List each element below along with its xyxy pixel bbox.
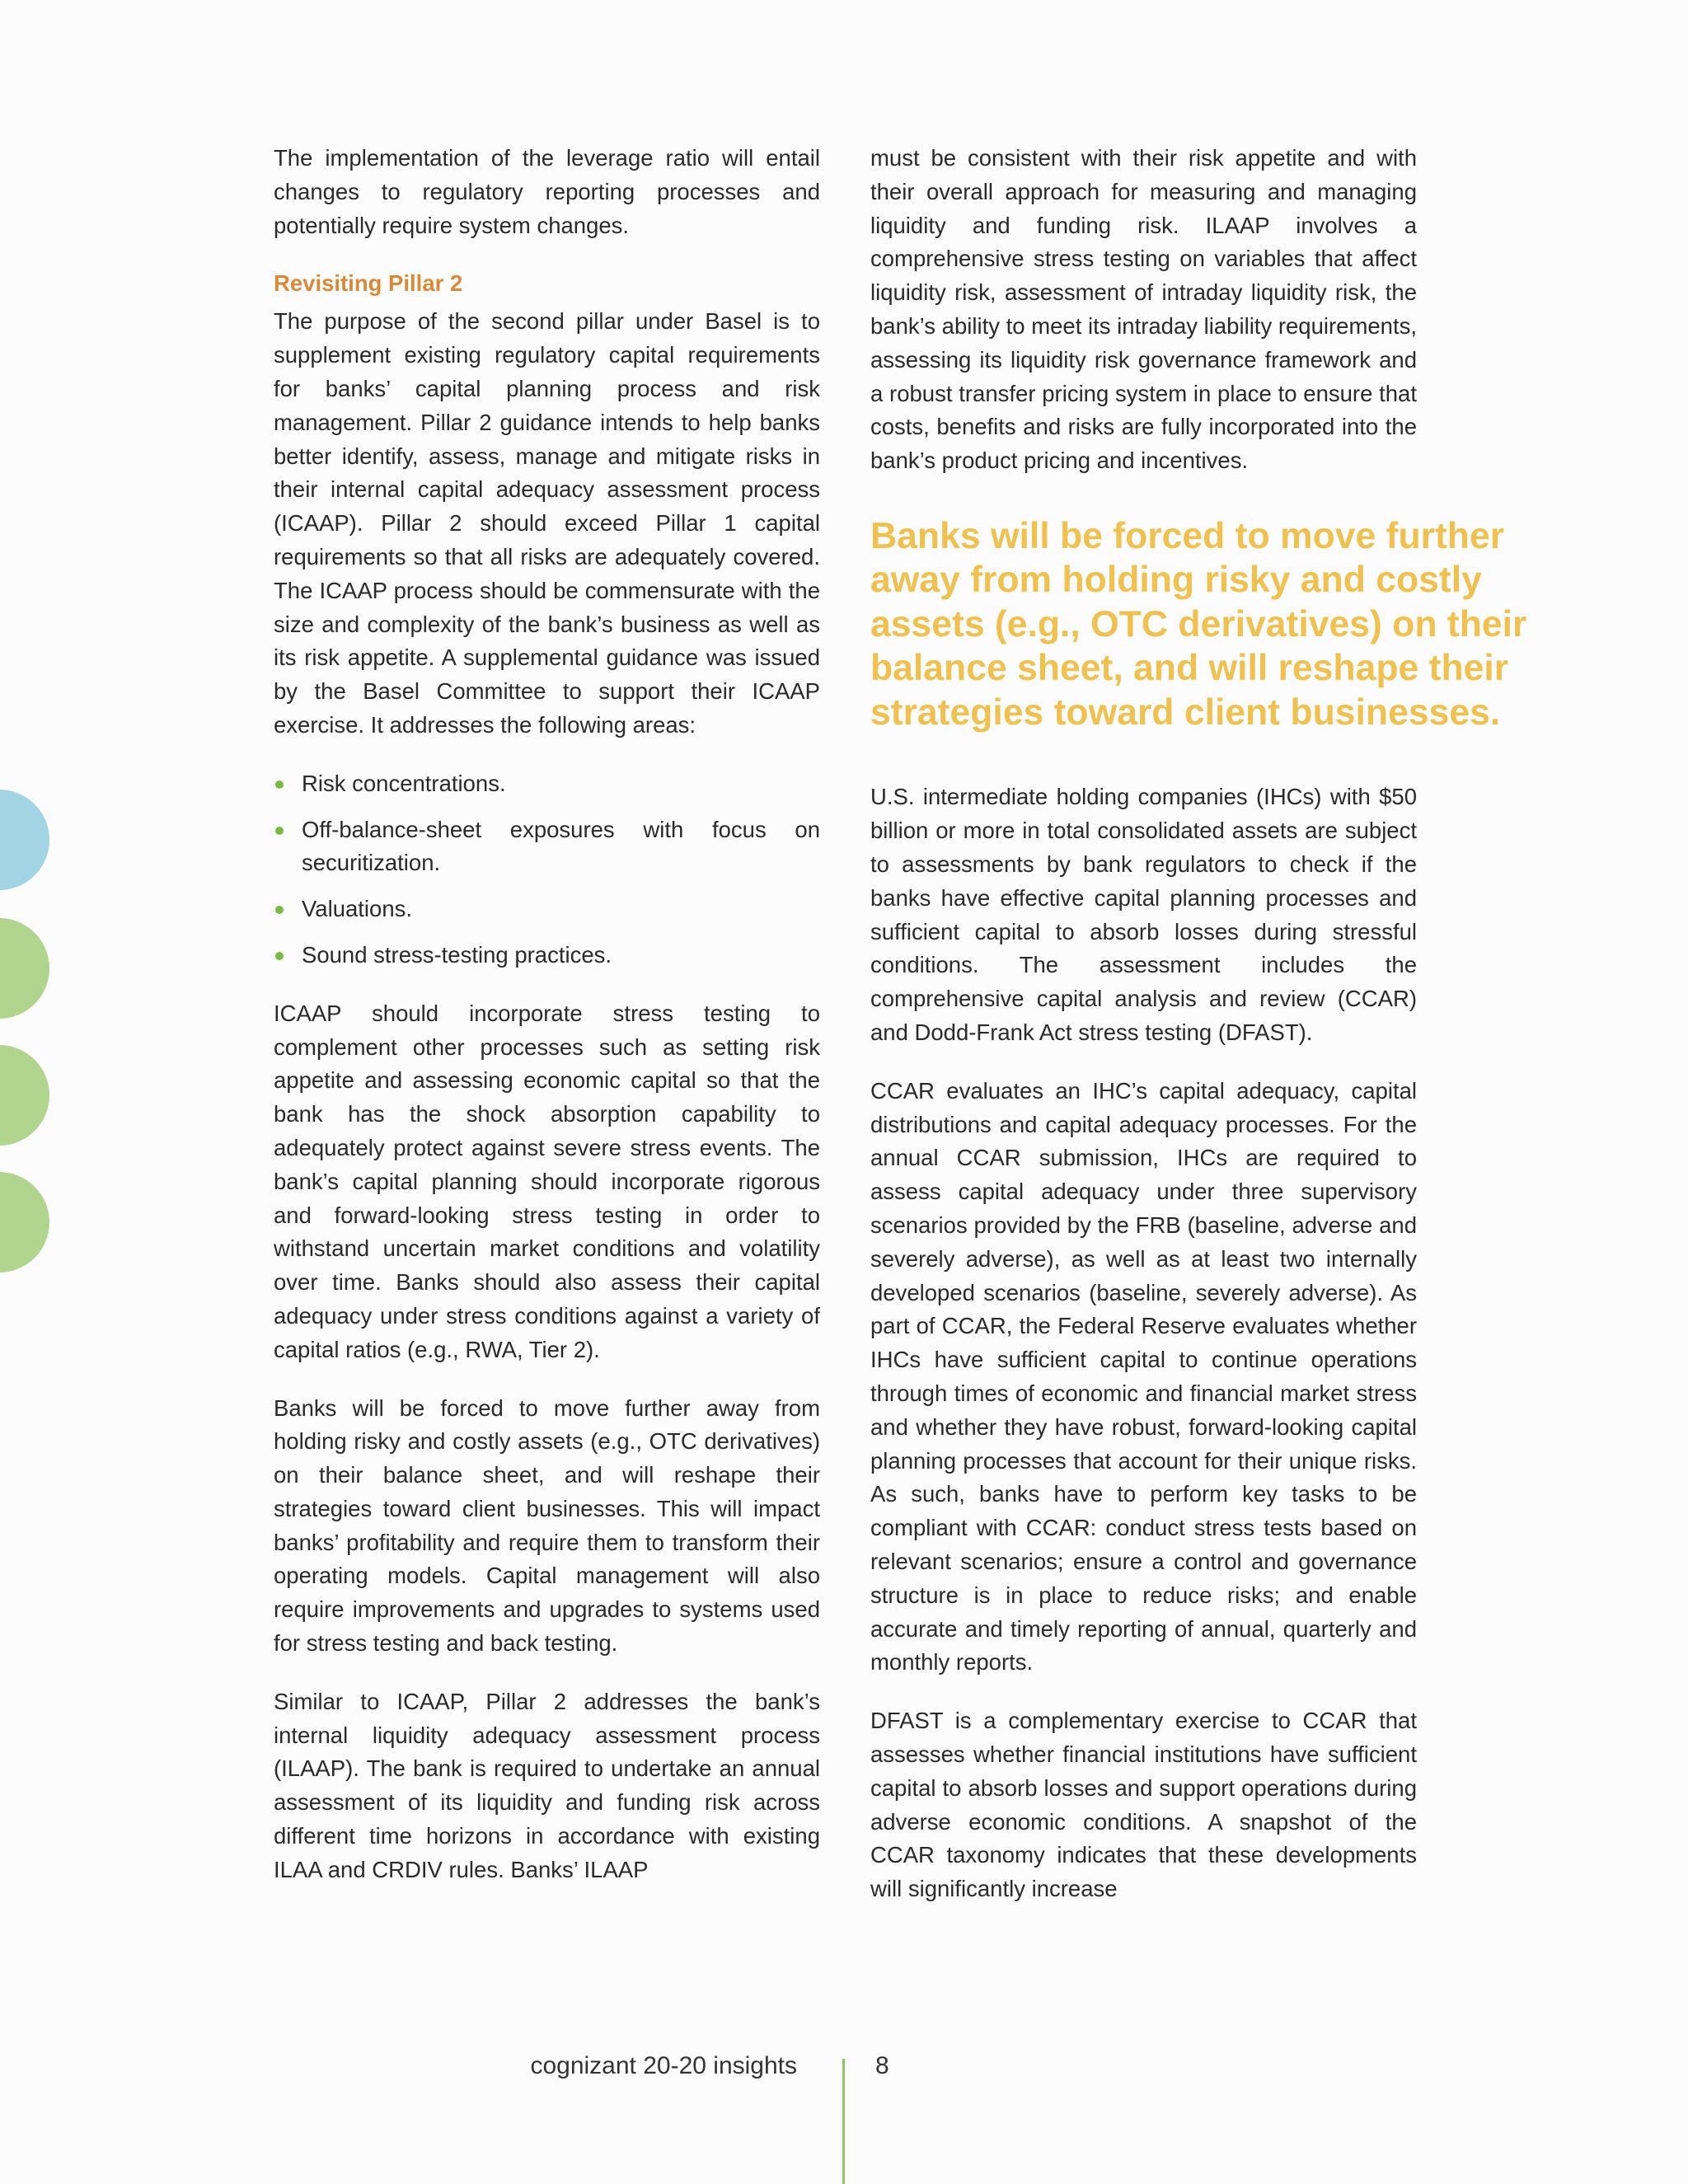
icaap-areas-list	[274, 767, 820, 972]
decorative-circle-green-3	[0, 1172, 49, 1272]
decorative-circle-green-2	[0, 1045, 49, 1146]
list-item: Sound stress-testing practices.	[274, 939, 820, 972]
page-number: 8	[875, 2052, 889, 2079]
ilaap-paragraph: Similar to ICAAP, Pillar 2 addresses the bank’s internal liquidity adequacy assessment process (ILAAP). The bank is required to undertake an annual assessment of its liquidity and funding risk across different time horizons in accordance with existing ILAA and CRDIV rules. Banks’ ILAAP	[274, 1688, 820, 1882]
left-column	[274, 142, 820, 1912]
list-item: Risk concentrations.	[274, 767, 820, 801]
bullet-icon	[275, 780, 284, 789]
leverage-ratio-paragraph: The implementation of the leverage ratio will entail changes to regulatory reporting processes and potentially require system changes.	[274, 145, 820, 238]
bullet-icon	[275, 952, 284, 960]
icaap-stress-testing-paragraph: ICAAP should incorporate stress testing to complement other processes such as setting risk appetite and assessing economic capital so that the bank has the shock absorption capability to adequately protect against severe stress events. The bank’s capital planning should incorporate rigorous and forward-looking stress testing in order to withstand uncertain market conditions and volatility over time. Banks should also assess their capital adequacy under stress conditions against a variety of capital ratios (e.g., RWA, Tier 2).	[274, 1000, 820, 1362]
right-column	[870, 142, 1527, 1931]
dfast-paragraph: DFAST is a complementary exercise to CCAR that assesses whether financial institutions have sufficient capital to absorb losses and support operations during adverse economic conditions. A snapshot of the CCAR taxonomy indicates that these developments will significantly increase	[870, 1708, 1417, 1902]
ihc-assessment-paragraph: U.S. intermediate holding companies (IHCs) with $50 billion or more in total consolidated assets are subject to assessments by bank regulators to check if the banks have effective capital planning processes and sufficient capital to absorb losses during stressful conditions. The assessment includes the comprehensive capital analysis and review (CCAR) and Dodd-Frank Act stress testing (DFAST).	[870, 784, 1417, 1046]
pillar-2-purpose-paragraph: The purpose of the second pillar under Basel is to supplement existing regulatory capital requirements for banks’ capital planning process and risk management. Pillar 2 guidance intends to help banks better identify, assess, manage and mitigate risks in their internal capital adequacy assessment process (ICAAP). Pillar 2 should exceed Pillar 1 capital requirements so that all risks are adequately covered. The ICAAP process should be commensurate with the size and complexity of the bank’s business as well as its risk appetite. A supplemental guidance was issued by the Basel Committee to support their ICAAP exercise. It addresses the following areas:	[274, 308, 820, 738]
ccar-paragraph: CCAR evaluates an IHC’s capital adequacy, capital distributions and capital adequacy processes. For the annual CCAR submission, IHCs are required to assess capital adequacy under three supervisory scenarios provided by the FRB (baseline, adverse and severely adverse), as well as at least two internally developed scenarios (baseline, severely adverse). As part of CCAR, the Federal Reserve evaluates whether IHCs have sufficient capital to continue operations through times of economic and financial market stress and whether they have robust, forward-looking capital planning processes that account for their unique risks. As such, banks have to perform key tasks to be compliant with CCAR: conduct stress tests based on relevant scenarios; ensure a control and governance structure is in place to reduce risks; and enable accurate and timely reporting of annual, quarterly and monthly reports.	[870, 1077, 1417, 1675]
decorative-circle-green-1	[0, 918, 49, 1019]
list-item: Off-balance-sheet exposures with focus on securitization.	[274, 813, 820, 881]
pull-quote: Banks will be forced to move further away from holding risky and costly assets (e.g., OTC derivatives) on their balance sheet, and will reshape their strategies toward client businesses.	[870, 515, 1527, 733]
section-heading-pillar-2: Revisiting Pillar 2	[274, 270, 463, 297]
bullet-icon	[275, 827, 284, 835]
decorative-circle-blue	[0, 790, 49, 890]
footer-publication-name: cognizant 20-20 insights	[530, 2052, 797, 2079]
ilaap-continued-paragraph: must be consistent with their risk appetite and with their overall approach for measuring and managing liquidity and funding risk. ILAAP involves a comprehensive stress testing on variables that affect liquidity risk, assessment of intraday liquidity risk, the bank’s ability to meet its intraday liability requirements, assessing its liquidity risk governance framework and a robust transfer pricing system in place to ensure that costs, benefits and risks are fully incorporated into the bank’s product pricing and incentives.	[870, 145, 1417, 474]
footer-divider	[842, 2059, 845, 2184]
banks-forced-paragraph: Banks will be forced to move further away from holding risky and costly assets (e.g., OTC derivatives) on their balance sheet, and will reshape their strategies toward client businesses. This will impact banks’ profitability and require them to transform their operating models. Capital management will also require improvements and upgrades to systems used for stress testing and back testing.	[274, 1394, 820, 1657]
bullet-icon	[275, 906, 284, 914]
list-item: Valuations.	[274, 893, 820, 926]
